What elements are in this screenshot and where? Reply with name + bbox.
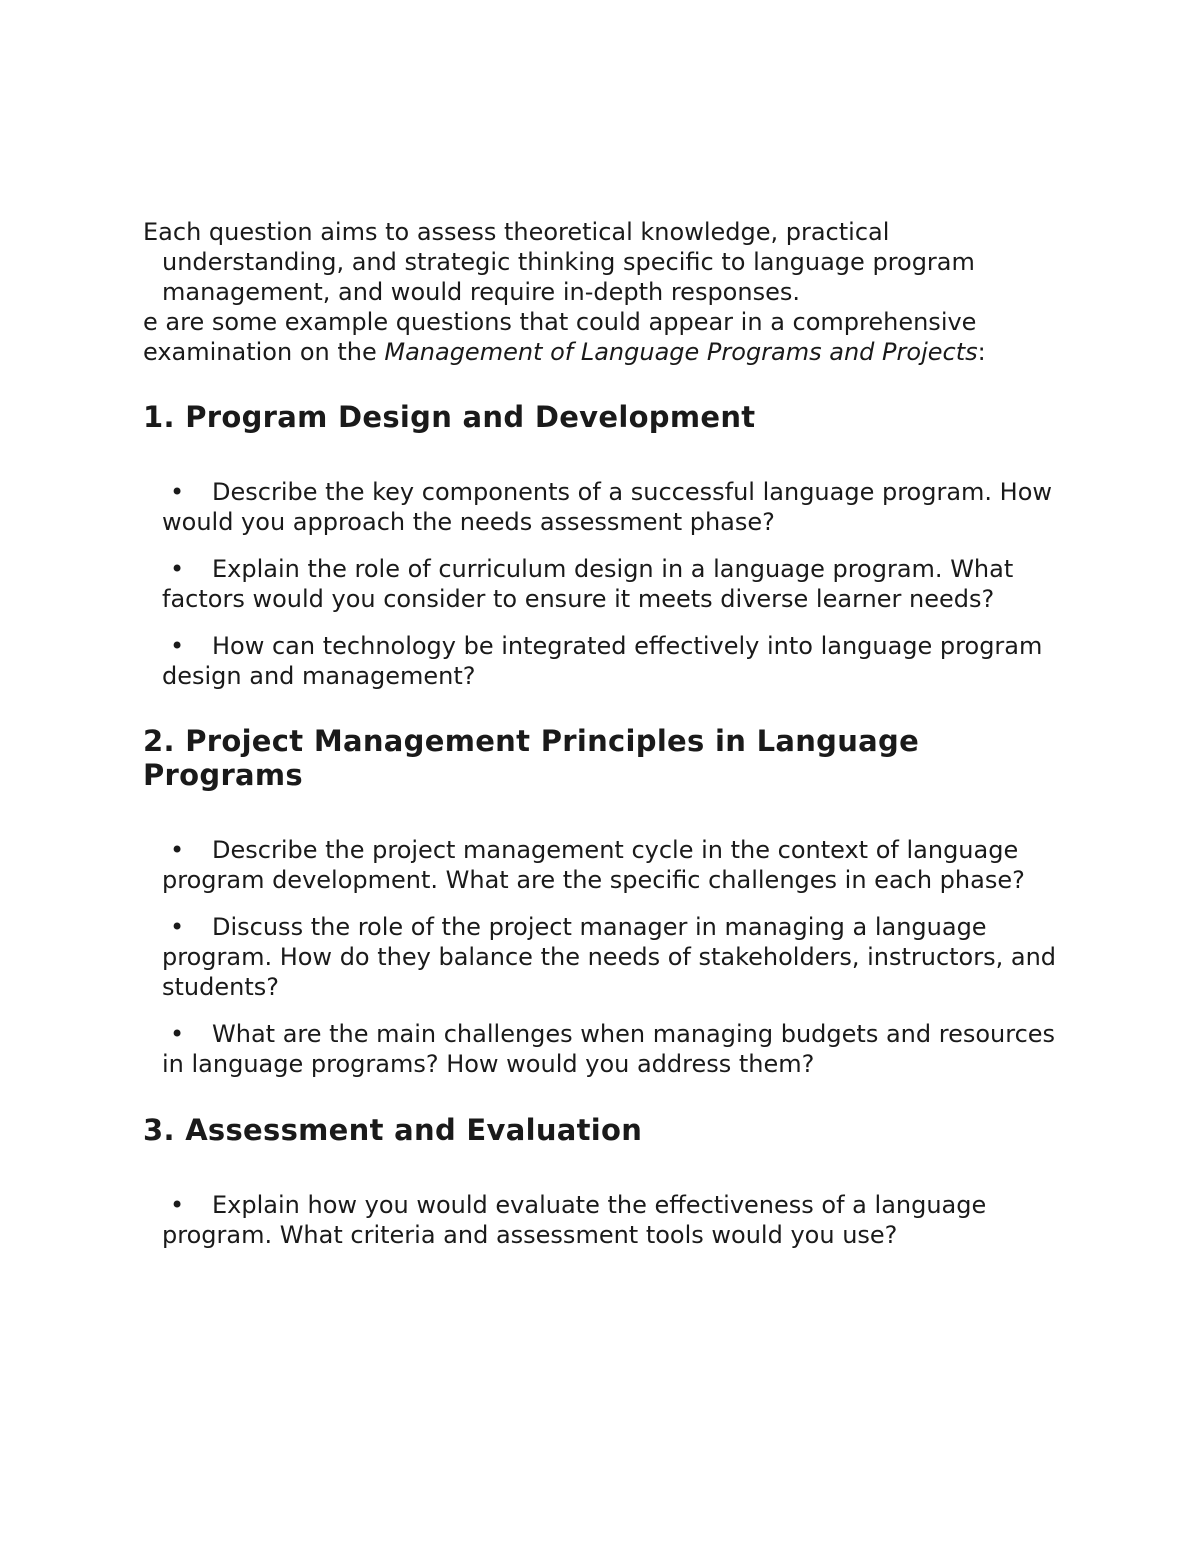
bullet-icon: •: [170, 555, 185, 583]
lead-in-paragraph: [143, 307, 1078, 367]
lead-in-line: e are some example questions that could appear in a comprehensive: [143, 308, 977, 336]
list-item: [143, 835, 1078, 895]
list-item: [143, 477, 1078, 537]
question-text: What are the main challenges when managing budgets and resources in language programs? How would you address them?: [162, 1020, 1056, 1078]
question-text: Describe the key components of a successful language program. How would you approach the needs assessment phase?: [162, 478, 1053, 536]
list-item: [143, 554, 1078, 614]
bullet-icon: •: [170, 913, 185, 941]
course-title: Management of Language Programs and Projects: [384, 338, 978, 366]
intro-line: Each question aims to assess theoretical knowledge, practical: [143, 218, 890, 246]
question-text: Describe the project management cycle in the context of language program development. What are the specific challenges in each phase?: [162, 836, 1025, 894]
section-heading: 1. Program Design and Development: [143, 400, 756, 434]
intro-line: management, and would require in-depth responses.: [162, 278, 800, 306]
question-text: Explain the role of curriculum design in a language program. What factors would you consider to ensure it meets diverse learner needs?: [162, 555, 1014, 613]
question-list: [143, 1190, 1078, 1250]
question-text: Discuss the role of the project manager in managing a language program. How do they balance the needs of stakeholders, instructors, and students?: [162, 913, 1057, 1001]
section-heading: 3. Assessment and Evaluation: [143, 1113, 643, 1147]
list-item: [143, 912, 1078, 1002]
bullet-icon: •: [170, 1020, 185, 1048]
question-list: [143, 835, 1078, 1079]
question-text: Explain how you would evaluate the effectiveness of a language program. What criteria and assessment tools would you use?: [162, 1191, 987, 1249]
question-text: How can technology be integrated effectively into language program design and management?: [162, 632, 1043, 690]
intro-line: understanding, and strategic thinking specific to language program: [162, 248, 975, 276]
bullet-icon: •: [170, 478, 185, 506]
question-list: [143, 477, 1078, 691]
lead-in-suffix: :: [977, 338, 986, 366]
intro-paragraph: [143, 217, 1078, 307]
bullet-icon: •: [170, 1191, 185, 1219]
lead-in-prefix: examination on the: [143, 338, 385, 366]
bullet-icon: •: [170, 632, 185, 660]
list-item: [143, 1019, 1078, 1079]
list-item: [143, 1190, 1078, 1250]
bullet-icon: •: [170, 836, 185, 864]
document-page: [143, 217, 1078, 1267]
section-heading: 2. Project Management Principles in Language Programs: [143, 724, 920, 792]
list-item: [143, 631, 1078, 691]
